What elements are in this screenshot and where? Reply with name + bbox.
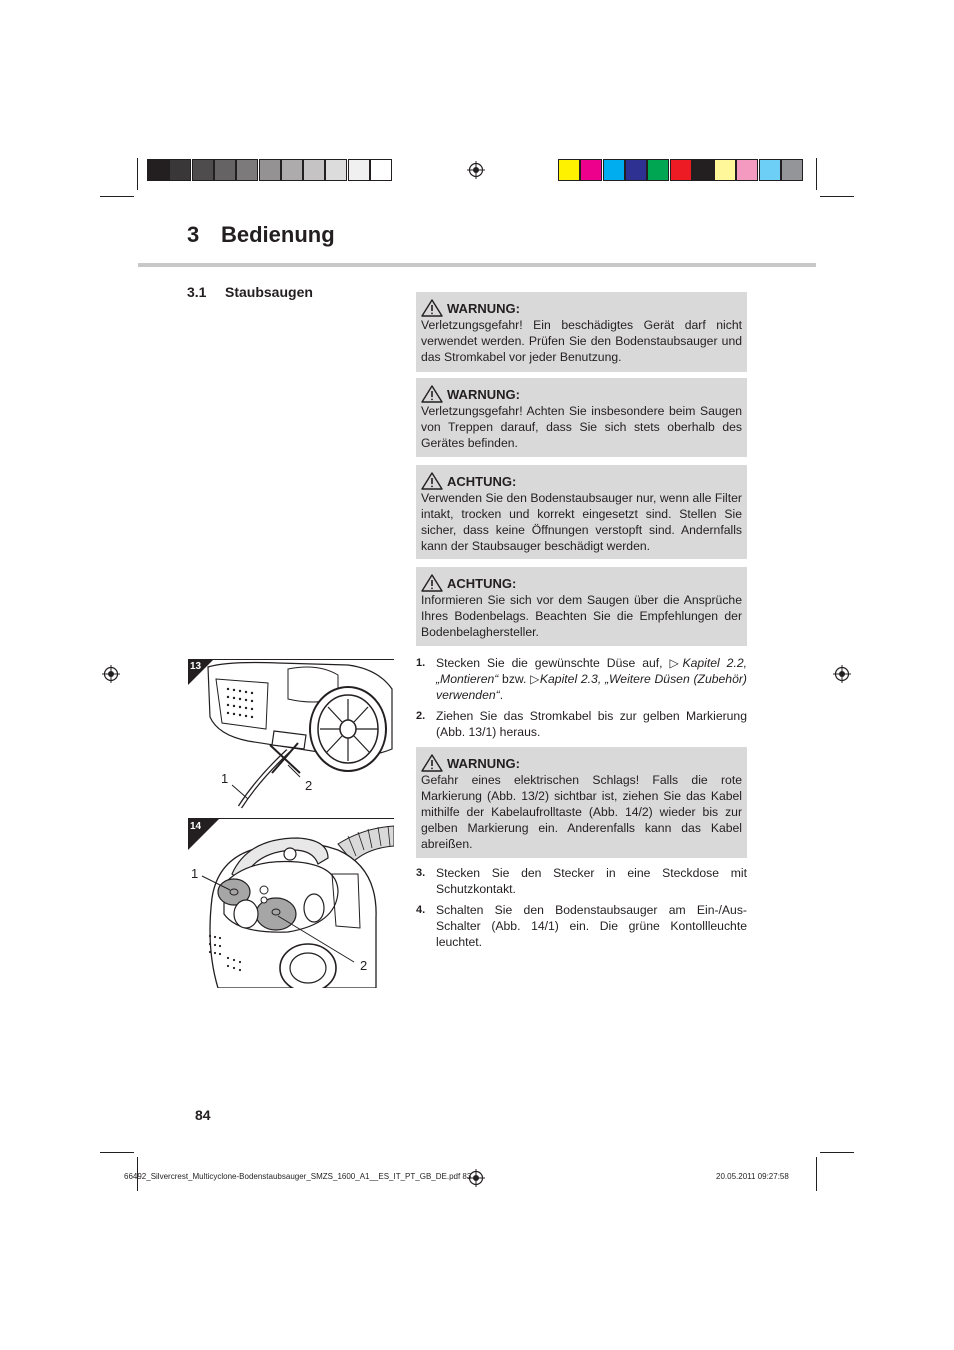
warning-label: WARNUNG:	[447, 386, 520, 402]
step-item	[416, 902, 747, 950]
color-swatch	[692, 159, 714, 181]
caution-box	[416, 465, 747, 559]
caution-text: Verwenden Sie den Bodenstaubsauger nur, wenn alle Filter intakt, trocken und korrekt eingesetzt sind. Stellen Sie sicher, dass keine Öffnungen verstopft sind. Andernfalls kann der Staubsauger beschädigt werden.	[421, 491, 742, 553]
step-item	[416, 655, 747, 703]
caution-box	[416, 567, 747, 646]
registration-mark-icon	[102, 665, 120, 683]
figure-number-badge: 13	[190, 661, 202, 672]
step-item	[416, 865, 747, 897]
warning-box	[416, 292, 747, 372]
color-swatch	[625, 159, 647, 181]
warning-triangle-icon	[421, 574, 443, 592]
section-number: 3.1	[187, 284, 207, 300]
step-number: 4.	[416, 904, 426, 916]
footer-filename: 66492_Silvercrest_Multicyclone-Bodenstaubsauger_SMZS_1600_A1__ES_IT_PT_GB_DE.pdf 83	[124, 1172, 472, 1181]
warning-triangle-icon	[421, 754, 443, 772]
warning-triangle-icon	[421, 385, 443, 403]
step-text-part: Stecken Sie die gewünschte Düse auf,	[436, 656, 670, 670]
crop-mark	[137, 158, 138, 190]
step-text: Schalten Sie den Bodenstaubsauger am Ein-/Aus-Schalter (Abb. 14/1) ein. Die grüne Kontollleuchte leuchtet.	[436, 903, 747, 949]
color-swatch	[759, 159, 781, 181]
step-text-part: .	[499, 688, 504, 702]
color-swatch	[147, 159, 169, 181]
crop-mark	[820, 1152, 854, 1153]
color-swatch	[259, 159, 281, 181]
color-swatch	[214, 159, 236, 181]
footer-timestamp: 20.05.2011 09:27:58	[716, 1172, 789, 1181]
caution-text: Informieren Sie sich vor dem Saugen über die Ansprüche Ihres Bodenbelags. Beachten Sie die Empfehlungen der Bodenbelaghersteller.	[421, 593, 742, 639]
warning-text: Verletzungsgefahr! Ein beschädigtes Gerät darf nicht verwendet werden. Prüfen Sie den Bodenstaubsauger und das Stromkabel vor jeder Benutzung.	[421, 318, 742, 364]
warning-box	[416, 747, 747, 858]
color-swatch	[714, 159, 736, 181]
vacuum-cable-illustration	[188, 659, 394, 811]
callout-label: 1	[221, 771, 229, 786]
color-swatch	[781, 159, 803, 181]
color-swatch	[736, 159, 758, 181]
caution-label: ACHTUNG:	[447, 473, 517, 489]
caution-label: ACHTUNG:	[447, 575, 517, 591]
color-swatch	[348, 159, 370, 181]
crop-mark	[100, 1152, 134, 1153]
arrow-icon: ▷	[530, 672, 540, 686]
warning-triangle-icon	[421, 472, 443, 490]
callout-label: 1	[191, 866, 199, 881]
warning-text: Verletzungsgefahr! Achten Sie insbesondere beim Saugen von Treppen darauf, dass Sie sich stets oberhalb des Gerätes befinden.	[421, 404, 742, 450]
warning-header	[421, 754, 742, 772]
color-swatch	[370, 159, 392, 181]
registration-mark-icon	[467, 161, 485, 179]
chapter-title: Bedienung	[221, 222, 335, 247]
color-swatch	[325, 159, 347, 181]
registration-mark-icon	[833, 665, 851, 683]
heading-rule	[138, 263, 816, 267]
warning-header	[421, 385, 742, 403]
color-swatch	[580, 159, 602, 181]
step-text-part: bzw.	[498, 672, 531, 686]
color-swatch	[169, 159, 191, 181]
section-title: Staubsaugen	[225, 284, 313, 300]
arrow-icon: ▷	[669, 656, 683, 670]
figure-number-badge: 14	[190, 821, 202, 832]
figure-14	[188, 818, 394, 988]
color-swatch	[670, 159, 692, 181]
callout-label: 2	[360, 958, 368, 973]
crop-mark	[816, 1157, 817, 1191]
step-number: 2.	[416, 710, 426, 722]
warning-triangle-icon	[421, 299, 443, 317]
chapter-number: 3	[187, 222, 200, 247]
color-swatch	[236, 159, 258, 181]
crop-mark	[816, 158, 817, 190]
warning-text: Gefahr eines elektrischen Schlags! Falls die rote Markierung (Abb. 13/2) sichtbar ist, ziehen Sie das Kabel mithilfe der Kabelaufrolltaste (Abb. 14/2) wieder bis zur gelben Markierung ein. Anderenfalls kann das Kabel abreißen.	[421, 773, 742, 851]
color-swatch	[558, 159, 580, 181]
caution-header	[421, 574, 742, 592]
color-swatch	[303, 159, 325, 181]
section-heading	[187, 284, 313, 300]
page-number: 84	[195, 1107, 211, 1123]
caution-header	[421, 472, 742, 490]
color-swatch	[281, 159, 303, 181]
warning-box	[416, 378, 747, 457]
chapter-heading	[187, 222, 335, 248]
callout-label: 2	[305, 778, 313, 793]
chapter-reference-link[interactable]: Kapitel 2.3, „Weitere Düsen (Zubehör) verwenden“	[436, 672, 747, 702]
crop-mark	[820, 196, 854, 197]
step-number: 3.	[416, 867, 426, 879]
step-text: Ziehen Sie das Stromkabel bis zur gelben Markierung (Abb. 13/1) heraus.	[436, 709, 747, 739]
warning-label: WARNUNG:	[447, 755, 520, 771]
warning-label: WARNUNG:	[447, 300, 520, 316]
color-swatch	[603, 159, 625, 181]
step-number: 1.	[416, 657, 426, 669]
color-swatch	[192, 159, 214, 181]
step-text: Stecken Sie den Stecker in eine Steckdose mit Schutzkontakt.	[436, 866, 747, 896]
color-swatch	[647, 159, 669, 181]
step-text	[436, 655, 747, 703]
chapter-reference-link[interactable]: Kapitel 2.2, „Montieren“	[436, 656, 748, 686]
step-item	[416, 708, 747, 740]
warning-header	[421, 299, 742, 317]
figure-13	[188, 659, 394, 811]
crop-mark	[100, 196, 134, 197]
